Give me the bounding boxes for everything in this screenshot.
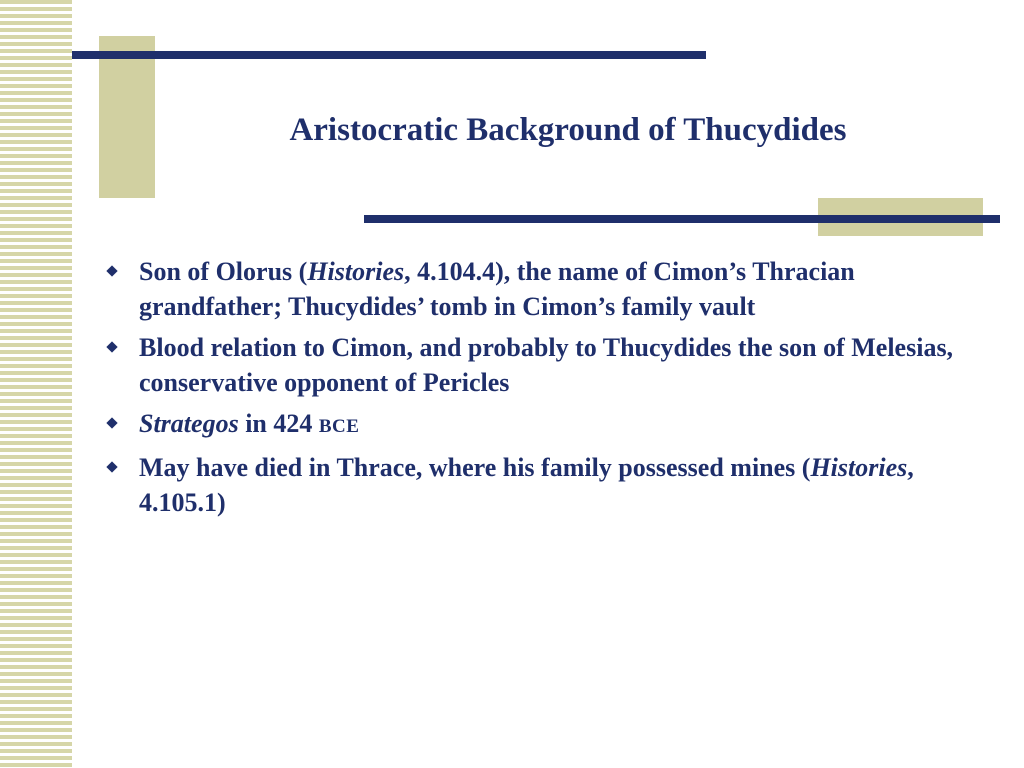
decorative-rule-right — [364, 215, 1000, 223]
bullet-text: , 4.104.4), the name of Cimon’s Thracian grandfather; Thucydides’ tomb in Cimon’s family vault — [139, 257, 855, 321]
bullet-item — [100, 450, 980, 520]
bullet-text: in 424 — [238, 409, 319, 438]
bullet-item — [100, 330, 980, 400]
diamond-bullet-icon — [106, 265, 117, 276]
bullet-item — [100, 254, 980, 324]
bullet-item — [100, 406, 980, 444]
bullet-text: May have died in Thrace, where his family possessed mines ( — [139, 453, 811, 482]
decorative-stripes — [0, 0, 72, 768]
decorative-tan-block-top — [99, 36, 155, 198]
decorative-rule-top — [72, 51, 706, 59]
bullet-list — [100, 254, 980, 526]
bullet-text-italic: Strategos — [139, 409, 239, 438]
diamond-bullet-icon — [106, 341, 117, 352]
diamond-bullet-icon — [106, 461, 117, 472]
bullet-text: Son of Olorus ( — [139, 257, 308, 286]
diamond-bullet-icon — [106, 417, 117, 428]
bullet-text-italic: Histories — [307, 257, 405, 286]
bullet-text: Blood relation to Cimon, and probably to Thucydides the son of Melesias, conservative opponent of Pericles — [139, 333, 954, 397]
bullet-text: , 4.105.1) — [139, 453, 914, 517]
bullet-text-smallcaps: BCE — [318, 416, 360, 437]
slide-title: Aristocratic Background of Thucydides — [289, 112, 847, 148]
bullet-text-italic: Histories — [810, 453, 908, 482]
